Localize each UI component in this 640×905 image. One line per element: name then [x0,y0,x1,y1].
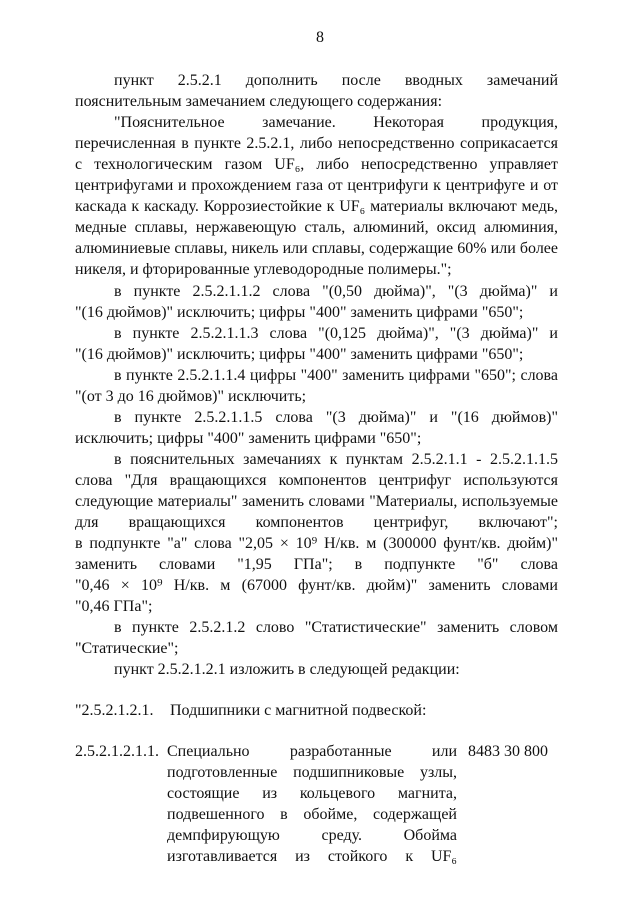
text-line: в пункте 2.5.2.1.1.2 слова "(0,50 дюйма)", "(3 дюйма)" и [114,283,558,300]
text-line: заменить словами "1,95 ГПа"; в подпункте "б" слова [75,556,558,573]
text-line: перечисленная в пункте 2.5.2.1, либо непосредственно соприкасается [75,135,558,152]
text-line: "(16 дюймов)" исключить; цифры "400" заменить цифрами "650"; [75,304,524,321]
text-line: "0,46 ГПа"; [75,598,153,615]
section-title: Подшипники с магнитной подвеской: [170,702,427,719]
text-line: пункт 2.5.2.1 дополнить после вводных замечаний [114,72,558,89]
text-line: в подпункте "а" слова "2,05 × 10⁹ Н/кв. м (300000 фунт/кв. дюйм)" [75,535,558,552]
text-line: в пункте 2.5.2.1.1.4 цифры "400" заменить цифрами "650"; слова [114,367,558,384]
text-line: медные сплавы, нержавеющую сталь, алюминий, оксид алюминия, [75,219,558,236]
text-line: никеля, и фторированные углеводородные полимеры."; [75,261,452,278]
item-description-line: Специально разработанные или [167,743,457,760]
text-line: пункт 2.5.2.1.2.1 изложить в следующей редакции: [114,661,460,678]
item-code: 2.5.2.1.2.1.1. [75,743,159,760]
text-line: "Статические"; [75,640,179,657]
text-line: "(16 дюймов)" исключить; цифры "400" заменить цифрами "650"; [75,346,524,363]
text-line: слова "Для вращающихся компонентов центрифуг используются [75,472,558,489]
text-line: в пояснительных замечаниях к пунктам 2.5.2.1.1 - 2.5.2.1.1.5 [114,451,558,468]
section-code: "2.5.2.1.2.1. [75,702,154,719]
page-number: 8 [316,29,324,46]
text-line: пояснительным замечанием следующего содержания: [75,93,443,110]
item-description-line: подвешенного в обойме, содержащей [167,806,457,823]
item-description-line: подготовленные подшипниковые узлы, [167,764,457,781]
text-line: "0,46 × 10⁹ Н/кв. м (67000 фунт/кв. дюйм)" заменить словами [75,577,558,594]
text-line: алюминиевые сплавы, никель или сплавы, содержащие 60% или более [75,240,558,257]
text-line: "(от 3 до 16 дюймов)" исключить; [75,388,307,405]
text-line: для вращающихся компонентов центрифуг, включают"; [75,514,558,531]
item-description-line: состоящие из кольцевого магнита, [167,785,457,802]
text-line: исключить; цифры "400" заменить цифрами "650"; [75,430,422,447]
text-line: с технологическим газом UF₆, либо непосредственно управляет [75,156,558,173]
text-line: в пункте 2.5.2.1.2 слово "Статистические" заменить словом [114,619,558,636]
hs-code: 8483 30 800 [468,743,548,760]
text-line: следующие материалы" заменить словами "Материалы, используемые [75,493,558,510]
text-line: в пункте 2.5.2.1.1.5 слова "(3 дюйма)" и "(16 дюймов)" [114,409,558,426]
item-description-line: демпфирующую среду. Обойма [167,827,457,844]
text-line: "Пояснительное замечание. Некоторая продукция, [114,114,558,131]
text-line: каскада к каскаду. Коррозиестойкие к UF₆ материалы включают медь, [75,198,558,215]
text-line: в пункте 2.5.2.1.1.3 слова "(0,125 дюйма)", "(3 дюйма)" и [114,325,558,342]
text-line: центрифугами и прохождением газа от центрифуги к центрифуге и от [75,177,558,194]
item-description-line: изготавливается из стойкого к UF₆ [167,848,457,865]
